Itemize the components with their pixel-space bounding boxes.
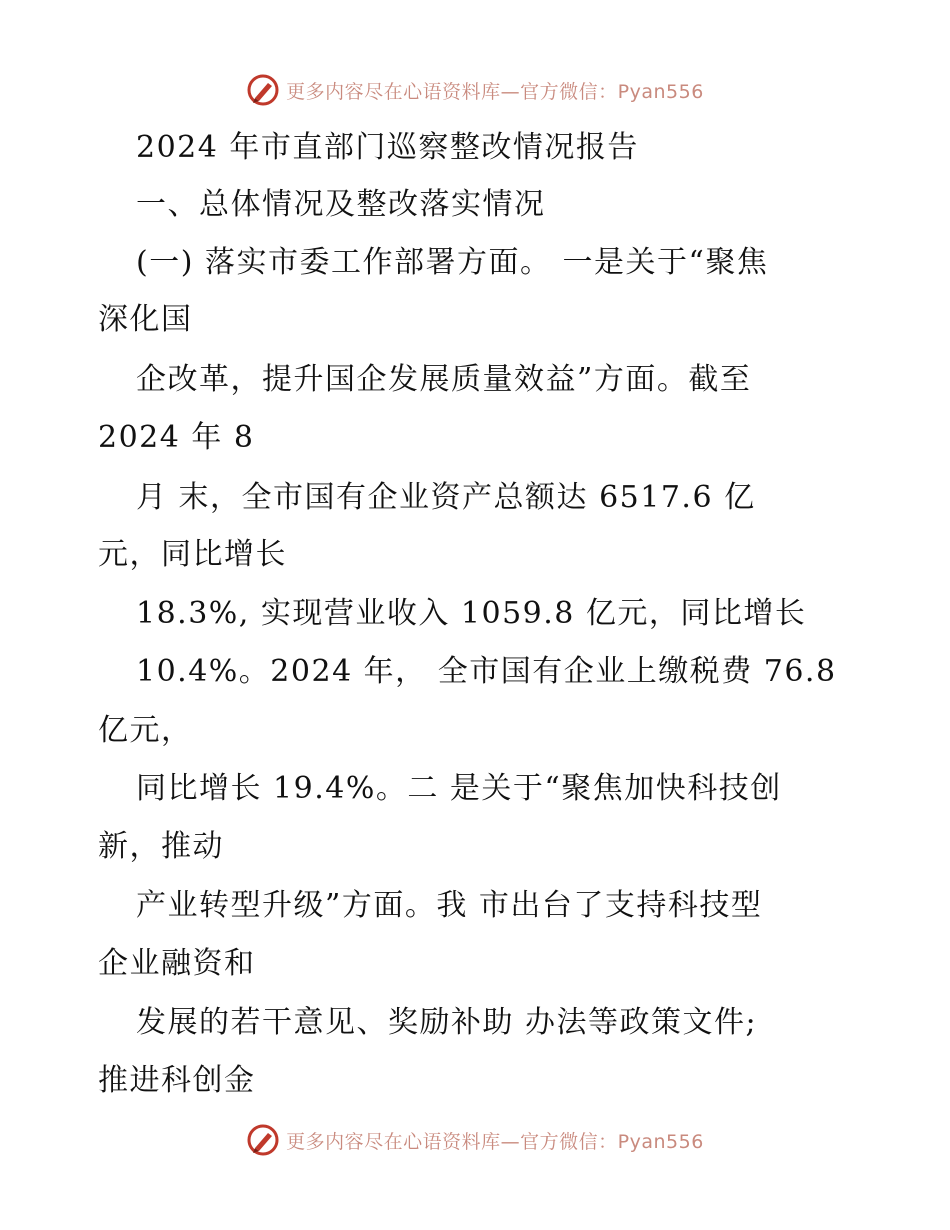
paragraph-line: 月 末，全市国有企业资产总额达 6517.6 亿 [136, 480, 756, 515]
paragraph-line: 深化国 [98, 302, 193, 337]
paragraph-line: 10.4%。2024 年， 全市国有企业上缴税费 76.8 [136, 654, 837, 689]
watermark-footer [0, 1120, 950, 1160]
watermark-text: 更多内容尽在心语资料库—官方微信：Pyan556 [286, 80, 704, 103]
watermark-header [0, 70, 950, 110]
paragraph-line: 产业转型升级”方面。我 市出台了支持科技型 [136, 888, 763, 923]
paragraph-line: 元，同比增长 [98, 537, 287, 572]
paragraph-line: 企改革，提升国企发展质量效益”方面。截至 [136, 362, 752, 397]
paragraph-line: 新，推动 [98, 829, 224, 864]
pen-logo-icon [246, 1123, 280, 1157]
document-title: 2024 年市直部门巡察整改情况报告 [136, 130, 639, 165]
paragraph-line: (一) 落实市委工作部署方面。 一是关于“聚焦 [136, 245, 769, 280]
paragraph-line: 推进科创金 [98, 1063, 256, 1098]
paragraph-line: 2024 年 8 [98, 420, 255, 455]
paragraph-line: 发展的若干意见、奖励补助 办法等政策文件; [136, 1005, 758, 1040]
section-heading: 一、总体情况及整改落实情况 [136, 187, 546, 222]
pen-logo-icon [246, 73, 280, 107]
paragraph-line: 亿元， [98, 713, 193, 748]
paragraph-line: 企业融资和 [98, 946, 256, 981]
watermark-text: 更多内容尽在心语资料库—官方微信：Pyan556 [286, 1130, 704, 1153]
paragraph-line: 同比增长 19.4%。二 是关于“聚焦加快科技创 [136, 771, 782, 806]
paragraph-line: 18.3%, 实现营业收入 1059.8 亿元，同比增长 [136, 596, 807, 631]
